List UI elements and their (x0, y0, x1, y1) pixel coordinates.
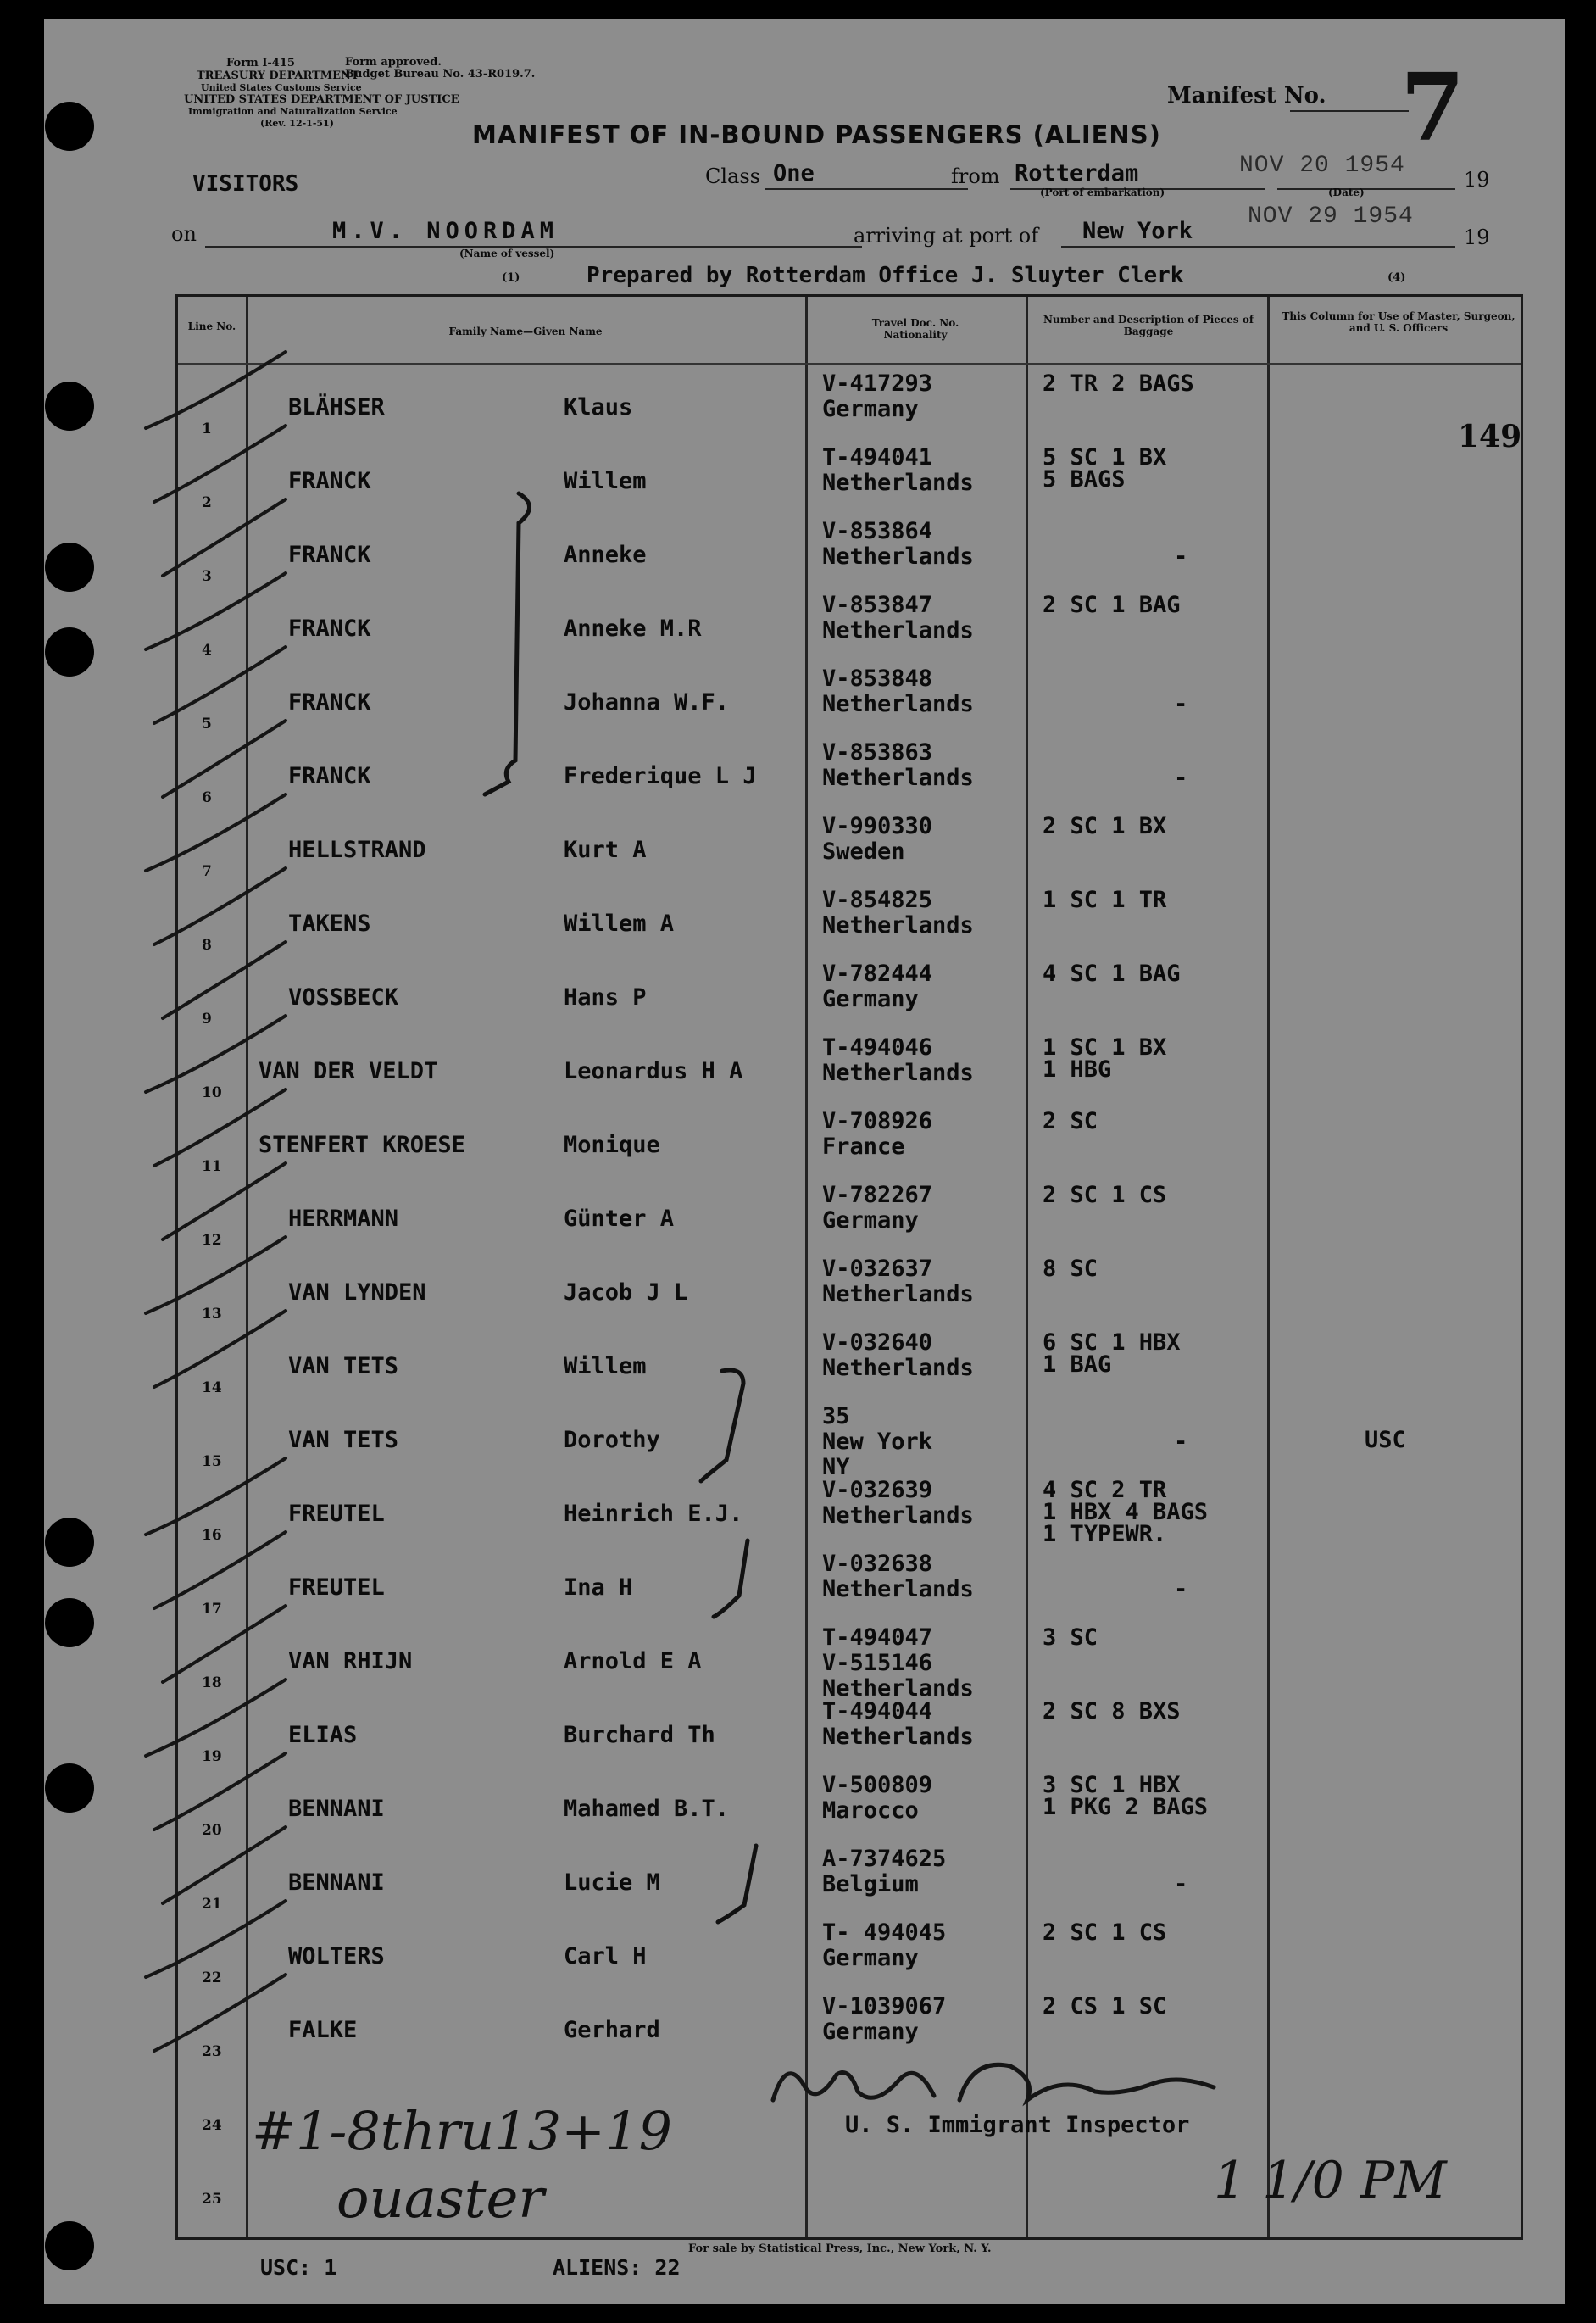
baggage-line: 3 SC (1043, 1624, 1098, 1651)
bracket-franck (485, 493, 530, 794)
line-number: 24 (202, 2117, 222, 2134)
line-number: 14 (202, 1379, 222, 1396)
nationality: Germany (822, 986, 919, 1012)
given-name: Anneke (564, 542, 647, 568)
nationality: Netherlands (822, 617, 974, 643)
family-name: HELLSTRAND (288, 837, 426, 863)
col-header-baggage: Number and Description of Pieces of Baggage (1043, 314, 1254, 337)
given-name: Klaus (564, 394, 633, 421)
family-name: FREUTEL (288, 1501, 385, 1527)
nationality: Germany (822, 396, 919, 422)
given-name: Heinrich E.J. (564, 1501, 743, 1527)
baggage-line: 1 SC 1 TR (1043, 887, 1167, 913)
given-name: Dorothy (564, 1427, 660, 1453)
budget-bureau: Budget Bureau No. 43-R019.7. (345, 68, 536, 81)
nationality: France (822, 1134, 905, 1160)
on-label: on (171, 222, 197, 246)
given-name: Gerhard (564, 2017, 660, 2043)
aliens-count: ALIENS: 22 (553, 2255, 681, 2280)
line-number: 8 (202, 937, 212, 954)
travel-doc-number: V-854825 (822, 887, 933, 913)
baggage-line: - (1174, 543, 1188, 570)
nationality: Marocco (822, 1797, 919, 1824)
baggage-line: 4 SC 2 TR (1043, 1477, 1167, 1503)
check-mark (154, 1311, 286, 1387)
family-name: STENFERT KROESE (259, 1132, 465, 1158)
date-caption: (Date) (1328, 187, 1365, 198)
line-number: 3 (202, 568, 212, 585)
nationality: Netherlands (822, 1502, 974, 1529)
nationality: Netherlands (822, 1724, 974, 1750)
treasury-dept: TREASURY DEPARTMENT (197, 70, 359, 82)
line-number: 16 (202, 1527, 222, 1544)
family-name: VAN TETS (288, 1427, 399, 1453)
given-name: Arnold E A (564, 1648, 702, 1674)
given-name: Carl H (564, 1943, 647, 1969)
nationality-extra: Netherlands (822, 1675, 974, 1702)
baggage-line: - (1174, 765, 1188, 791)
embark-caption: (Port of embarkation) (1040, 187, 1165, 198)
binder-hole (45, 627, 94, 677)
manifest-number: 7 (1400, 53, 1465, 162)
form-number: Form I-415 (226, 57, 295, 70)
travel-doc-number: V-708926 (822, 1108, 933, 1134)
note-1: (1) (502, 271, 520, 284)
baggage-line: 2 SC 1 BAG (1043, 592, 1181, 618)
baggage-line: 1 HBX 4 BAGS (1043, 1499, 1209, 1525)
arriving-label: arriving at port of (854, 224, 1039, 248)
baggage-line: 1 SC 1 BX (1043, 1034, 1167, 1061)
family-name: VAN RHIJN (288, 1648, 413, 1674)
line-number: 25 (202, 2191, 222, 2208)
check-mark (154, 426, 286, 502)
given-name: Willem (564, 468, 647, 494)
nationality: Netherlands (822, 470, 974, 496)
baggage-line: 4 SC 1 BAG (1043, 961, 1181, 987)
check-mark (163, 1606, 286, 1682)
line-number: 13 (202, 1306, 222, 1323)
family-name: FRANCK (288, 689, 371, 716)
date-stamp-departure: NOV 20 1954 (1239, 153, 1405, 179)
usc-count: USC: 1 (260, 2255, 337, 2280)
baggage-line: 5 SC 1 BX (1043, 444, 1167, 471)
line-number: 12 (202, 1232, 222, 1249)
given-name: Monique (564, 1132, 660, 1158)
binder-hole (45, 102, 94, 151)
line-number: 10 (202, 1084, 222, 1101)
family-name: FREUTEL (288, 1574, 385, 1601)
check-mark (163, 1827, 286, 1903)
travel-doc-number: V-990330 (822, 813, 933, 839)
from-label: from (951, 164, 1000, 188)
nationality: Netherlands (822, 543, 974, 570)
nationality: Sweden (822, 838, 905, 865)
baggage-line: 2 SC 1 CS (1043, 1182, 1167, 1208)
given-name: Ina H (564, 1574, 633, 1601)
line-number: 7 (202, 863, 212, 880)
justice-dept: UNITED STATES DEPARTMENT OF JUSTICE (184, 93, 459, 106)
given-name: Anneke M.R (564, 616, 702, 642)
line-number: 19 (202, 1748, 222, 1765)
officer-note: USC (1365, 1427, 1406, 1453)
check-mark (163, 721, 286, 797)
family-name: VOSSBECK (288, 984, 399, 1011)
family-name: FRANCK (288, 542, 371, 568)
visitors-label: VISITORS (192, 171, 299, 197)
col-header-doc: Travel Doc. No. Nationality (871, 317, 959, 341)
check-mark (163, 499, 286, 576)
col-header-name: Family Name—Given Name (448, 326, 603, 337)
travel-doc-number: V-417293 (822, 370, 933, 397)
line-number: 15 (202, 1453, 222, 1470)
baggage-line: 5 BAGS (1043, 466, 1126, 493)
travel-doc-number: V-782444 (822, 961, 933, 987)
nationality: Netherlands (822, 1281, 974, 1307)
baggage-line: 2 CS 1 SC (1043, 1993, 1167, 2019)
given-name: Günter A (564, 1206, 675, 1232)
given-name: Leonardus H A (564, 1058, 743, 1084)
family-name: HERRMANN (288, 1206, 399, 1232)
binder-hole (45, 1763, 94, 1813)
class-value: One (773, 160, 815, 187)
check-mark (154, 1753, 286, 1830)
baggage-line: 2 SC 1 CS (1043, 1919, 1167, 1946)
check-mark (154, 647, 286, 723)
family-name: BENNANI (288, 1869, 385, 1896)
customs-service: United States Customs Service (201, 82, 362, 93)
check-mark (154, 1532, 286, 1608)
ins-service: Immigration and Naturalization Service (188, 106, 398, 117)
handwritten-range-note: #1-8thru13+19 (252, 2100, 672, 2162)
baggage-line: 2 SC 8 BXS (1043, 1698, 1181, 1724)
nationality: Belgium (822, 1871, 919, 1897)
vessel-caption: (Name of vessel) (459, 248, 555, 259)
year-suffix-1: 19 (1464, 168, 1490, 192)
given-name: Lucie M (564, 1869, 660, 1896)
line-number: 5 (202, 716, 212, 733)
line-number: 21 (202, 1896, 222, 1913)
family-name: FRANCK (288, 468, 371, 494)
travel-doc-number: A-7374625 (822, 1846, 947, 1872)
travel-doc-number: T-494046 (822, 1034, 933, 1061)
bracket-marks (485, 493, 756, 1922)
bracket-bennani (718, 1846, 756, 1922)
travel-doc-number: V-853864 (822, 518, 933, 544)
check-mark (146, 573, 286, 649)
line-number: 18 (202, 1674, 222, 1691)
baggage-line: 2 SC 1 BX (1043, 813, 1167, 839)
travel-doc-number: V-853848 (822, 666, 933, 692)
arrival-port: New York (1082, 218, 1193, 244)
check-mark (163, 942, 286, 1018)
travel-doc-number: V-782267 (822, 1182, 933, 1208)
baggage-line: 2 TR 2 BAGS (1043, 370, 1194, 397)
page-title: MANIFEST OF IN-BOUND PASSENGERS (ALIENS) (472, 120, 1161, 149)
check-mark (154, 1975, 286, 2051)
given-name: Mahamed B.T. (564, 1796, 730, 1822)
binder-hole (45, 1518, 94, 1567)
travel-doc-number: V-032639 (822, 1477, 933, 1503)
travel-doc-number: V-500809 (822, 1772, 933, 1798)
travel-doc-number: V-032638 (822, 1551, 933, 1577)
page-count: 149 (1458, 419, 1522, 454)
nationality: Germany (822, 2019, 919, 2045)
given-name: Hans P (564, 984, 647, 1011)
baggage-line: - (1174, 1576, 1188, 1602)
travel-doc-number: T-494047 (822, 1624, 933, 1651)
line-number: 9 (202, 1011, 212, 1028)
line-number: 1 (202, 421, 212, 437)
check-mark (146, 1680, 286, 1756)
given-name: Burchard Th (564, 1722, 715, 1748)
binder-hole (45, 382, 94, 431)
class-label: Class (705, 164, 760, 188)
family-name: FALKE (288, 2017, 358, 2043)
port-of-embarkation: Rotterdam (1015, 160, 1139, 187)
date-stamp-arrival: NOV 29 1954 (1248, 203, 1414, 230)
inspector-label: U. S. Immigrant Inspector (845, 2112, 1190, 2138)
nationality: Netherlands (822, 912, 974, 939)
nationality: V-515146 (822, 1650, 933, 1676)
given-name: Jacob J L (564, 1279, 688, 1306)
year-suffix-2: 19 (1464, 226, 1490, 249)
line-number: 22 (202, 1969, 222, 1986)
family-name: BENNANI (288, 1796, 385, 1822)
travel-doc-number: T-494044 (822, 1698, 933, 1724)
manifest-no-label: Manifest No. (1167, 83, 1326, 109)
check-mark (146, 352, 286, 428)
binder-hole (45, 543, 94, 592)
baggage-line: - (1174, 1429, 1188, 1455)
family-name: TAKENS (288, 911, 371, 937)
binder-hole (45, 1598, 94, 1647)
baggage-line: 3 SC 1 HBX (1043, 1772, 1181, 1798)
baggage-line: 8 SC (1043, 1256, 1098, 1282)
baggage-line: - (1174, 1871, 1188, 1897)
line-number: 6 (202, 789, 212, 806)
baggage-line: 1 BAG (1043, 1351, 1112, 1378)
family-name: FRANCK (288, 763, 371, 789)
col-header-line: Line No. (187, 320, 236, 332)
line-number: 23 (202, 2043, 222, 2060)
check-mark (154, 1089, 286, 1166)
check-mark (146, 1901, 286, 1977)
handwritten-time: 1 1/0 PM (1214, 2151, 1447, 2210)
family-name: VAN DER VELDT (259, 1058, 438, 1084)
travel-doc-number: V-1039067 (822, 1993, 947, 2019)
nationality: New York (822, 1429, 933, 1455)
check-mark (146, 1016, 286, 1092)
check-mark (146, 1458, 286, 1535)
line-number: 11 (202, 1158, 222, 1175)
family-name: VAN TETS (288, 1353, 399, 1379)
note-4: (4) (1387, 271, 1406, 284)
handwritten-signature: ouaster (336, 2168, 544, 2231)
check-mark (163, 1163, 286, 1239)
baggage-line: 1 TYPEWR. (1043, 1521, 1167, 1547)
travel-doc-number: V-853863 (822, 739, 933, 766)
nationality: Netherlands (822, 1576, 974, 1602)
baggage-line: - (1174, 691, 1188, 717)
pen-marks (44, 19, 1565, 2304)
travel-doc-number: V-032640 (822, 1329, 933, 1356)
prepared-by: Prepared by Rotterdam Office J. Sluyter Clerk (587, 263, 1184, 288)
family-name: ELIAS (288, 1722, 358, 1748)
baggage-line: 6 SC 1 HBX (1043, 1329, 1181, 1356)
printer-line: For sale by Statistical Press, Inc., New York, N. Y. (688, 2242, 992, 2255)
nationality: Germany (822, 1207, 919, 1234)
binder-hole (45, 2221, 94, 2270)
bracket-freutel (714, 1540, 748, 1617)
vessel-name: M.V. NOORDAM (332, 218, 559, 244)
family-name: WOLTERS (288, 1943, 385, 1969)
travel-doc-number: V-032637 (822, 1256, 933, 1282)
family-name: FRANCK (288, 616, 371, 642)
given-name: Willem A (564, 911, 675, 937)
family-name: VAN LYNDEN (288, 1279, 426, 1306)
line-number: 4 (202, 642, 212, 659)
nationality: Netherlands (822, 691, 974, 717)
given-name: Willem (564, 1353, 647, 1379)
form-revision: (Rev. 12-1-51) (260, 118, 334, 129)
check-mark (154, 868, 286, 944)
line-number: 2 (202, 494, 212, 511)
given-name: Frederique L J (564, 763, 757, 789)
nationality-extra: NY (822, 1454, 850, 1480)
baggage-line: 2 SC (1043, 1108, 1098, 1134)
col-header-use: This Column for Use of Master, Surgeon, and U. S. Officers (1282, 310, 1515, 334)
check-marks (146, 352, 286, 2051)
baggage-line: 1 PKG 2 BAGS (1043, 1794, 1209, 1820)
travel-doc-number: 35 (822, 1403, 850, 1429)
travel-doc-number: T-494041 (822, 444, 933, 471)
baggage-line: 1 HBG (1043, 1056, 1112, 1083)
form-approved: Form approved. (345, 56, 442, 69)
travel-doc-number: V-853847 (822, 592, 933, 618)
line-number: 20 (202, 1822, 222, 1839)
line-number: 17 (202, 1601, 222, 1618)
check-mark (146, 1237, 286, 1313)
check-mark (146, 794, 286, 871)
travel-doc-number: T- 494045 (822, 1919, 947, 1946)
bracket-van-tets (701, 1370, 743, 1481)
manifest-sheet (44, 19, 1565, 2304)
nationality: Netherlands (822, 1060, 974, 1086)
given-name: Kurt A (564, 837, 647, 863)
nationality: Netherlands (822, 1355, 974, 1381)
family-name: BLÄHSER (288, 394, 385, 421)
nationality: Netherlands (822, 765, 974, 791)
nationality: Germany (822, 1945, 919, 1971)
given-name: Johanna W.F. (564, 689, 730, 716)
